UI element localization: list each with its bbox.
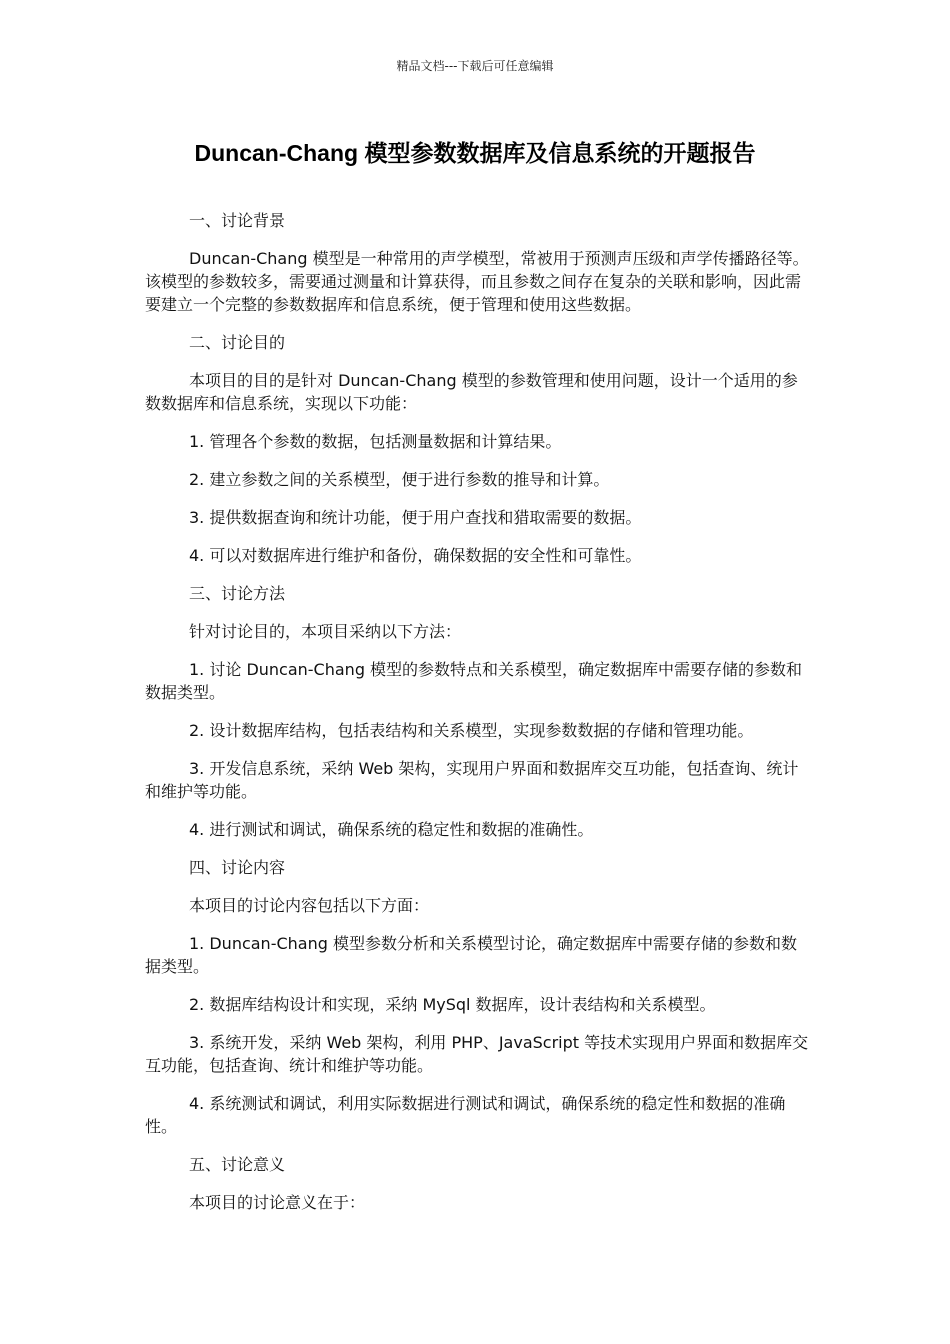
purpose-intro-paragraph: 本项目的目的是针对 Duncan-Chang 模型的参数管理和使用问题，设计一个适用的参数数据库和信息系统，实现以下功能： [145,371,798,413]
method-intro-paragraph: 针对讨论目的，本项目采纳以下方法： [189,622,462,641]
background-paragraph: Duncan-Chang 模型是一种常用的声学模型，常被用于预测声压级和声学传播路径等。该模型的参数较多，需要通过测量和计算获得，而且参数之间存在复杂的关联和影响，因此需要建立一个完整的参数数据库和信息系统，便于管理和使用这些数据。 [145,249,809,314]
content-list-item: 2. 数据库结构设计和实现，采纳 MySql 数据库，设计表结构和关系模型。 [189,995,716,1014]
content-list-item: 4. 系统测试和调试，利用实际数据进行测试和调试，确保系统的稳定性和数据的准确性。 [145,1094,786,1136]
purpose-list-item: 2. 建立参数之间的关系模型，便于进行参数的推导和计算。 [189,470,610,489]
significance-intro-paragraph: 本项目的讨论意义在于： [189,1193,366,1212]
content-list-item: 3. 系统开发，采纳 Web 架构，利用 PHP、JavaScript 等技术实现用户界面和数据库交互功能，包括查询、统计和维护等功能。 [145,1033,809,1075]
purpose-list-item: 1. 管理各个参数的数据，包括测量数据和计算结果。 [189,432,562,451]
method-list-item: 1. 讨论 Duncan-Chang 模型的参数特点和关系模型，确定数据库中需要存储的参数和数据类型。 [145,660,803,702]
section-heading-purpose: 二、讨论目的 [189,333,286,352]
header-note: 精品文档---下载后可任意编辑 [396,59,554,73]
section-heading-method: 三、讨论方法 [189,584,286,603]
purpose-list-item: 4. 可以对数据库进行维护和备份，确保数据的安全性和可靠性。 [189,546,642,565]
section-heading-content: 四、讨论内容 [189,858,286,877]
content-list-item: 1. Duncan-Chang 模型参数分析和关系模型讨论，确定数据库中需要存储的参数和数据类型。 [145,934,797,976]
method-list-item: 3. 开发信息系统，采纳 Web 架构，实现用户界面和数据库交互功能，包括查询、统计和维护等功能。 [145,759,799,801]
purpose-list-item: 3. 提供数据查询和统计功能，便于用户查找和猎取需要的数据。 [189,508,642,527]
section-heading-background: 一、讨论背景 [189,211,286,230]
content-intro-paragraph: 本项目的讨论内容包括以下方面： [189,896,430,915]
document-title: Duncan-Chang 模型参数数据库及信息系统的开题报告 [194,140,756,166]
document-body [145,209,811,1229]
method-list-item: 2. 设计数据库结构，包括表结构和关系模型，实现参数数据的存储和管理功能。 [189,721,754,740]
method-list-item: 4. 进行测试和调试，确保系统的稳定性和数据的准确性。 [189,820,594,839]
section-heading-significance: 五、讨论意义 [189,1155,286,1174]
